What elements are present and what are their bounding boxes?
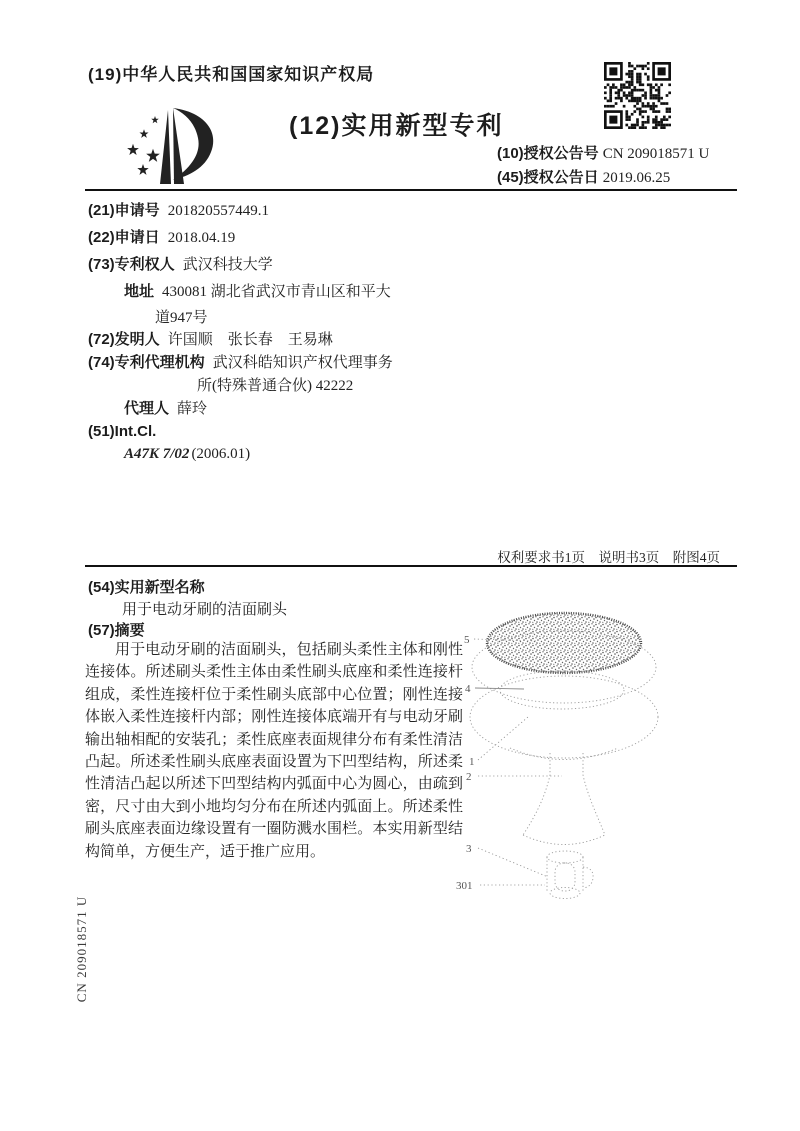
publication-number-row [497,142,709,166]
invention-title: 用于电动牙刷的洁面刷头 [122,602,288,618]
patentee-label: (73)专利权人 [88,256,175,273]
qr-finder-bl [604,110,623,129]
patentee-value: 武汉科技大学 [182,257,273,273]
agency-value-line2: 所(特殊普通合伙) 42222 [197,378,354,394]
document-type-title: (12)实用新型专利 [289,112,504,140]
figure-leader-1 [478,717,528,760]
cnipa-logo-icon [113,96,231,186]
agency-label: (74)专利代理机构 [88,354,205,371]
application-date-label: (22)申请日 [88,229,160,246]
figure-rigid-connector [547,851,593,899]
figure-ref-301: 301 [456,880,473,892]
application-number-value: 201820557449.1 [167,203,269,219]
field-agency-cont [197,374,353,395]
document-page-counts: 权利要求书1页 说明书3页 附图4页 [497,550,720,565]
agent-value: 薛玲 [177,401,208,417]
qr-finder-tr [652,62,671,81]
field-int-cl [88,423,156,441]
section57-label: (57)摘要 [88,622,145,639]
field-ipc-class [124,446,250,463]
ipc-class-code: A47K 7/02 [124,446,190,462]
field-application-date [88,226,235,247]
bibliography-divider [85,565,737,567]
publication-date-row [497,166,709,190]
inventors-value: 许国顺 张长春 王易琳 [167,332,333,348]
agency-value-line1: 武汉科皓知识产权代理事务 [212,355,393,371]
header-divider [85,189,737,191]
side-publication-code: CN 209018571 U [74,895,89,1003]
inventors-label: (72)发明人 [88,331,160,348]
address-value-line1: 430081 湖北省武汉市青山区和平大 [162,284,391,300]
int-cl-label: (51)Int.Cl. [88,423,157,440]
field-agency [88,351,393,372]
figure-ref-1: 1 [469,756,475,768]
agent-label: 代理人 [124,400,170,417]
figure-ref-2: 2 [466,771,472,783]
application-number-label: (21)申请号 [88,202,160,219]
figure-leader-3 [478,848,548,877]
figure-ref-4: 4 [465,683,471,695]
abstract-text: 用于电动牙刷的洁面刷头，包括刷头柔性主体和刚性连接体。所述刷头柔性主体由柔性刷头底座和柔性连接杆组成，柔性连接杆位于柔性刷头底部中心位置；刚性连接体嵌入柔性连接杆内部；刚性连接体底端开有与电动牙刷输出轴相配的安装孔；柔性底座表面规律分布有柔性清洁凸起。所述柔性刷头底座表面设置为下凹型结构，所述柔性清洁凸起以所述下凹型结构内弧面中心为圆心，由疏到密，尺寸由大到小地均匀分布在所述内弧面上。所述柔性刷头底座表面边缘设置有一圈防溅水围栏。本实用新型结构简单，方便生产，适于推广应用。 [85,642,463,860]
issuing-office: (19)中华人民共和国国家知识产权局 [88,65,375,84]
qr-code-icon [604,62,671,129]
figure-ref-5: 5 [464,634,470,646]
section54-label: (54)实用新型名称 [88,579,205,596]
patent-figure [448,595,748,925]
address-label: 地址 [124,283,155,300]
field-address-cont [155,306,208,327]
field-inventors [88,328,333,349]
publication-block [497,142,709,190]
figure-connecting-stem [523,753,605,845]
field-application-number [88,199,269,220]
publication-number-value: CN 209018571 U [602,146,710,162]
field-agent [124,397,207,418]
figure-ref-3: 3 [466,843,472,855]
qr-finder-tl [604,62,623,81]
ipc-class-version: (2006.01) [191,446,251,462]
publication-number-label: (10)授权公告号 [497,145,599,162]
figure-brush-surface [487,613,641,673]
field-address [124,280,391,301]
application-date-value: 2018.04.19 [167,230,236,246]
field-patentee [88,253,273,274]
figure-leader-4 [475,688,524,689]
publication-date-value: 2019.06.25 [602,170,671,186]
figure-inner-rim [500,671,624,709]
publication-date-label: (45)授权公告日 [497,169,599,186]
address-value-line2: 道947号 [155,310,208,326]
